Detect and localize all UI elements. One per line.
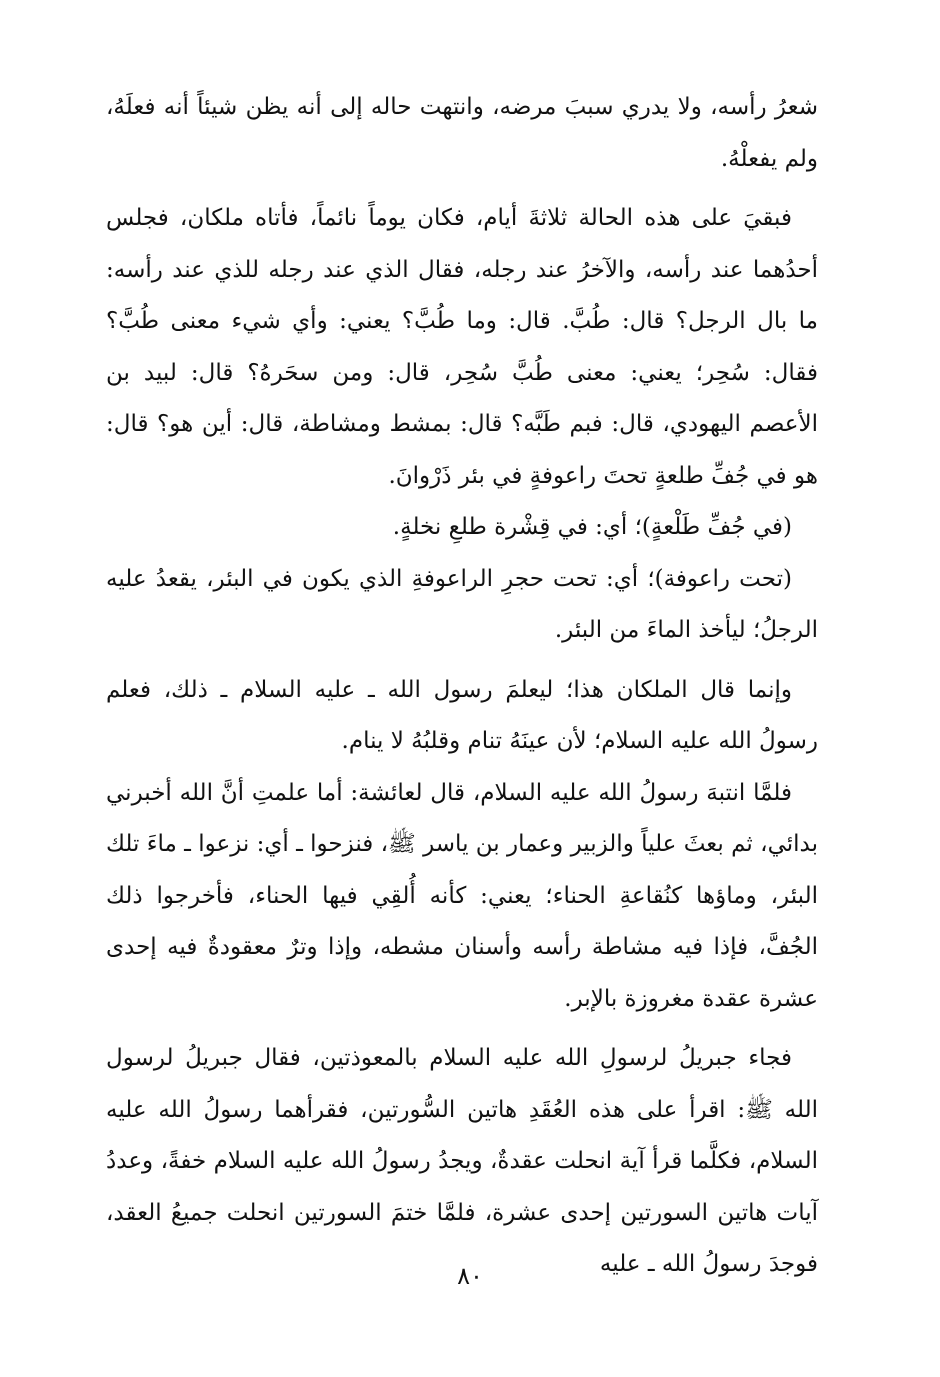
paragraph-6: فلمَّا انتبهَ رسولُ الله عليه السلام، قال لعائشة: أما علمتِ أنَّ الله أخبرني بدائي، ثم بعثَ علياً والزبير وعمار بن ياسر ﷺ، فنزحوا ـ أي: نزعوا ـ ماءَ تلك البئر، وماؤها كنُقاعةِ الحناء؛ يعني: كأنه أُلقِي فيها الحناء، فأخرجوا ذلك الجُفَّ، فإذا فيه مشاطة رأسه وأسنان مشطه، وإذا وترٌ معقودةٌ فيه إحدى عشرة عقدة مغروزة بالإبر. bbox=[106, 779, 818, 1012]
paragraph-4: (تحت راعوفة)؛ أي: تحت حجرِ الراعوفةِ الذي يكون في البئر، يقعدُ عليه الرجلُ؛ ليأخذ الماءَ من البئر. bbox=[106, 565, 818, 643]
paragraph-3: (في جُفِّ طَلْعةٍ)؛ أي: في قِشْرة طلعِ نخلةٍ. bbox=[392, 514, 792, 540]
page-number: ٨٠ bbox=[457, 1262, 483, 1290]
paragraph-7: فجاء جبريلُ لرسولِ الله عليه السلام بالمعوذتين، فقال جبريلُ لرسول الله ﷺ: اقرأ على هذه العُقَدِ هاتين السُّورتين، فقرأهما رسولُ الله عليه السلام، فكلَّما قرأ آية انحلت عقدةٌ، ويجدُ رسولُ الله عليه السلام خفةً، وعددُ آيات هاتين السورتين إحدى عشرة، فلمَّا ختمَ السورتين انحلت جميعُ العقد، فوجدَ رسولُ الله ـ عليه bbox=[106, 1045, 818, 1277]
paragraph-5: وإنما قال الملكان هذا؛ ليعلمَ رسول الله ـ عليه السلام ـ ذلك، فعلم رسولُ الله عليه السلام؛ لأن عينَهُ تنام وقلبُهُ لا ينام. bbox=[106, 676, 818, 754]
paragraph-2: فبقيَ على هذه الحالة ثلاثةَ أيام، فكان يوماً نائماً، فأتاه ملكان، فجلس أحدُهما عند رأسه، والآخرُ عند رجله، فقال الذي عند رجله للذي عند رأسه: ما بال الرجل؟ قال: طُبَّ. قال: وما طُبَّ؟ يعني: وأي شيء معنى طُبَّ؟ فقال: سُحِر؛ يعني: معنى طُبَّ سُحِر، قال: ومن سحَرهُ؟ قال: لبيد بن الأعصم اليهودي، قال: فبم طَبَّه؟ قال: بمشط ومشاطة، قال: أين هو؟ قال: هو في جُفِّ طلعةٍ تحتَ راعوفةٍ في بئر ذَرْوانَ. bbox=[106, 205, 818, 489]
paragraph-1: شعرُ رأسه، ولا يدري سببَ مرضه، وانتهت حاله إلى أنه يظن شيئاً أنه فعلَهُ، ولم يفعلْهُ. bbox=[106, 94, 818, 172]
page-body bbox=[106, 82, 818, 1291]
